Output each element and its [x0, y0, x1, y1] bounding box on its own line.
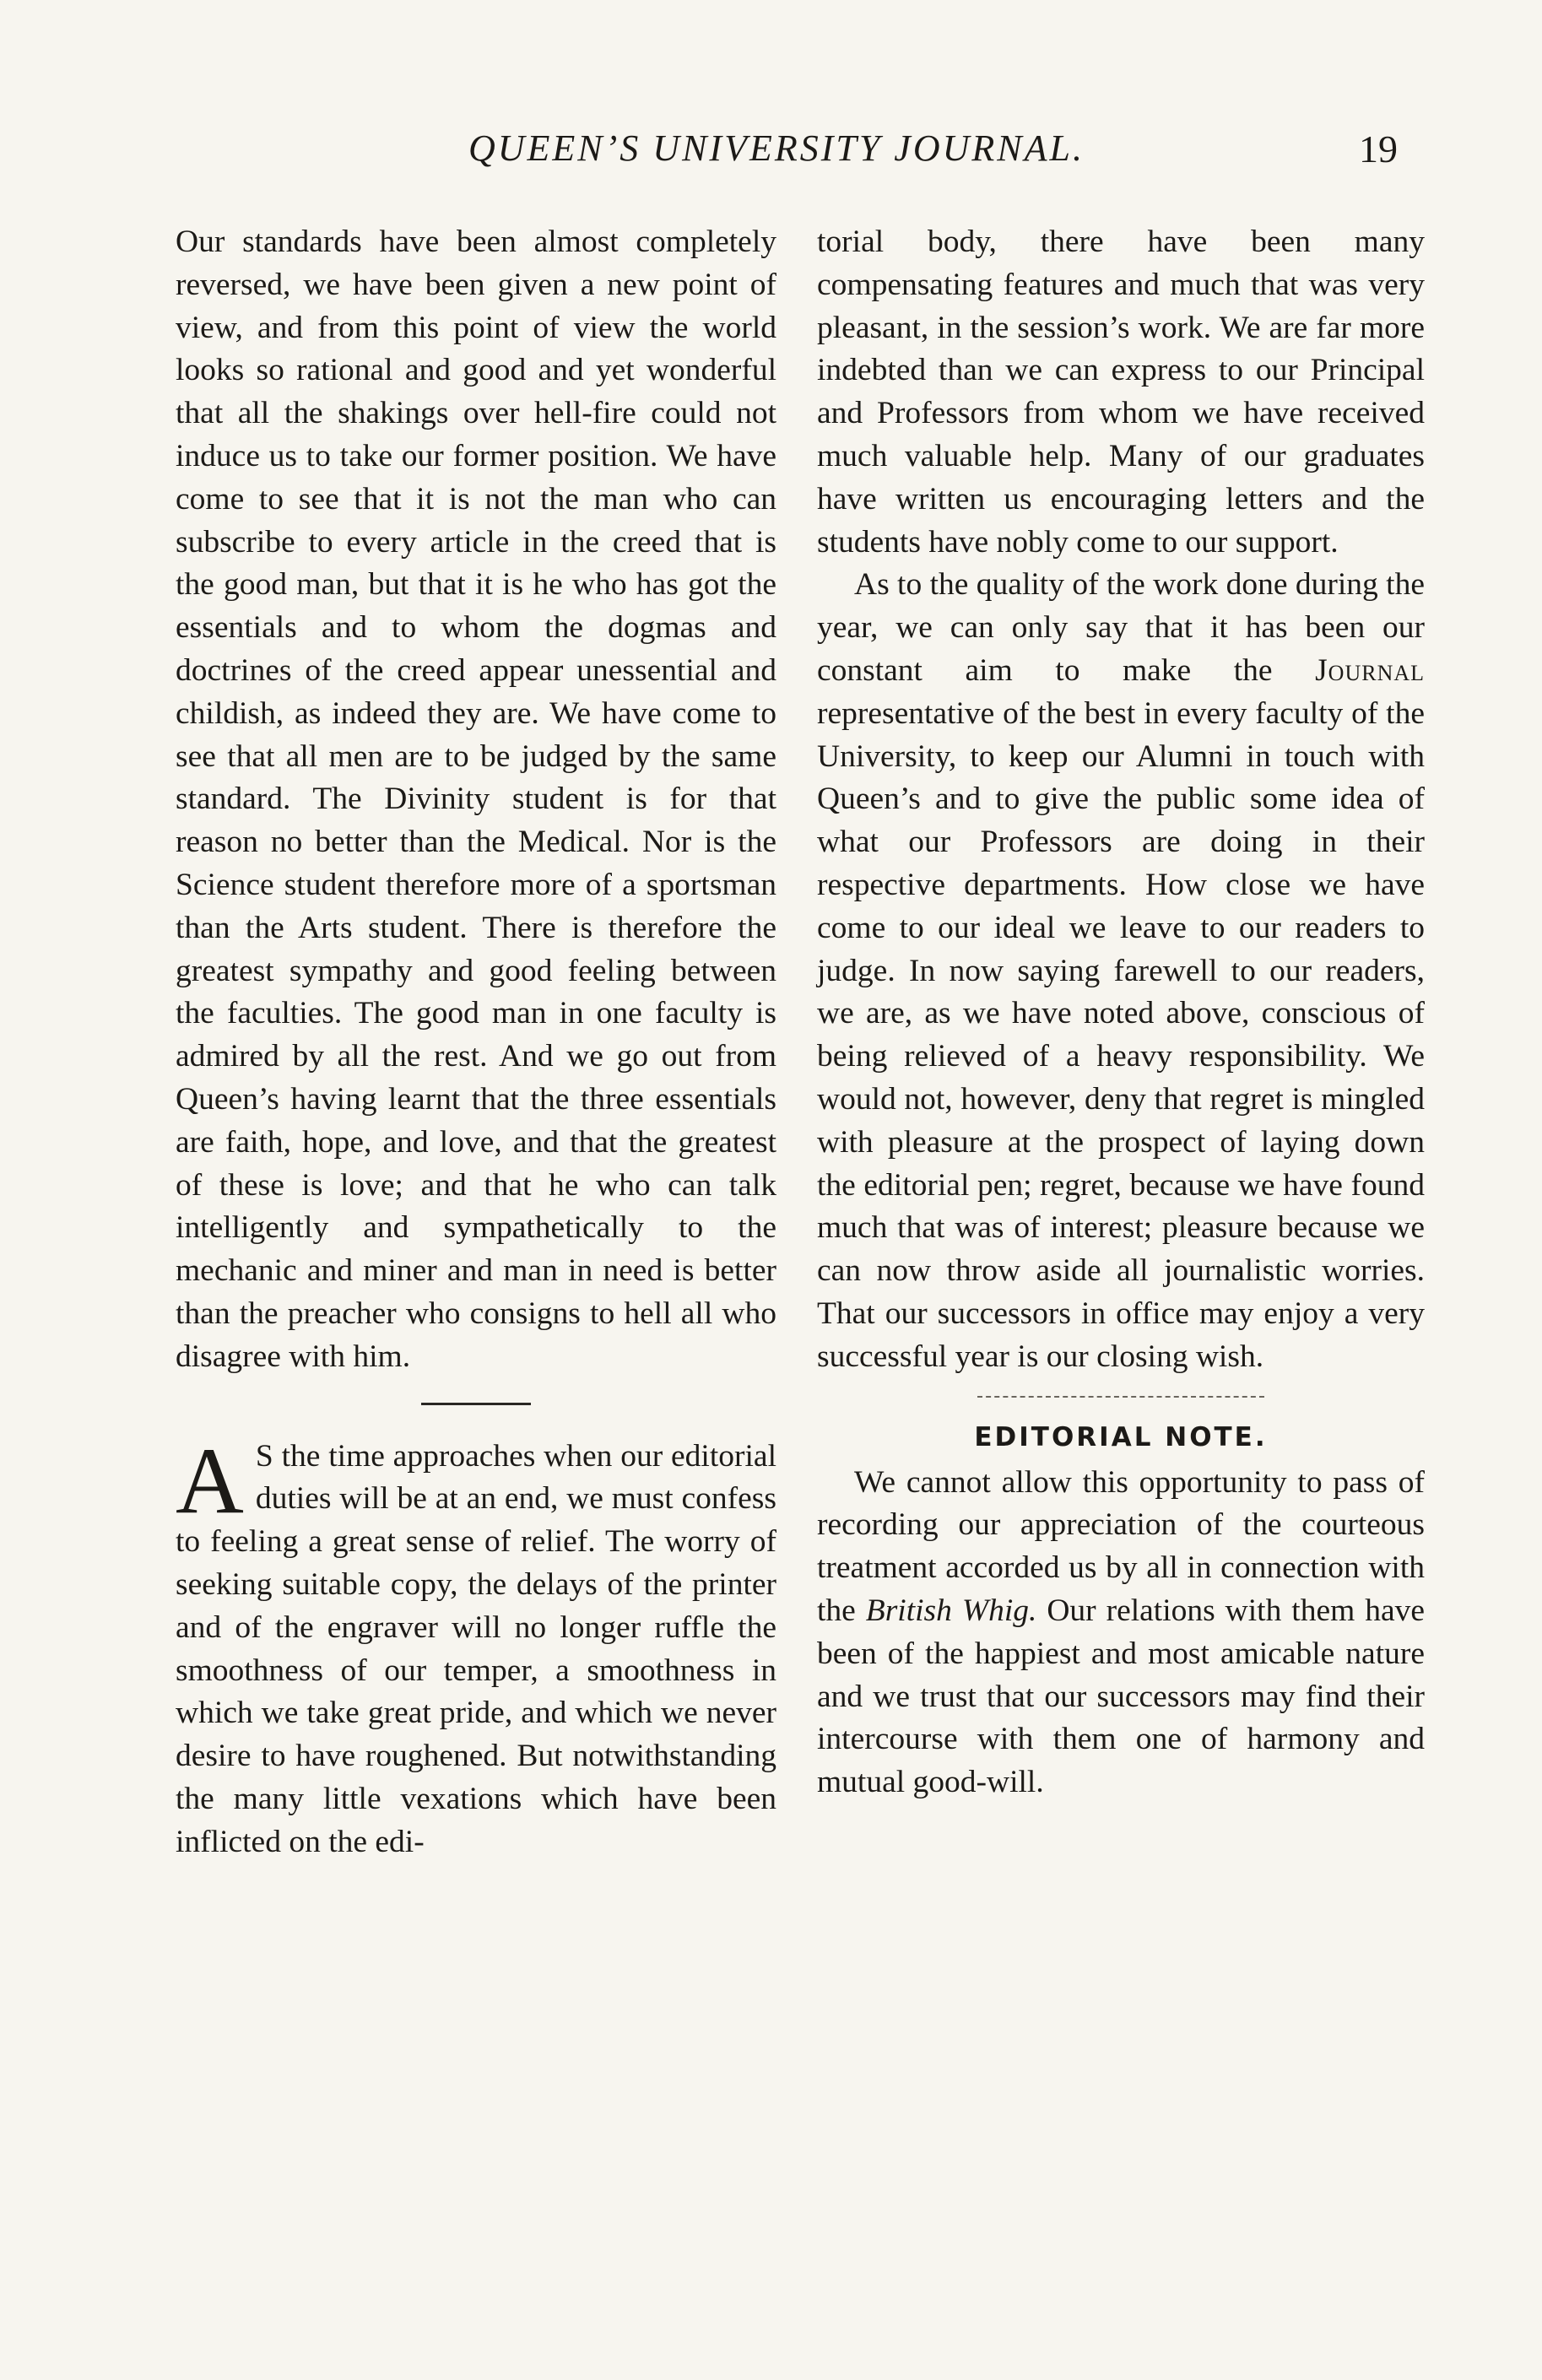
work-quality-paragraph — [817, 564, 1425, 1378]
drop-cap-letter: A — [176, 1428, 244, 1533]
editorial-note-heading: EDITORIAL NOTE. — [974, 1421, 1268, 1452]
farewell-paragraph-start — [176, 1428, 776, 1864]
left-column — [176, 221, 776, 1863]
editorial-note-text-start: We cannot allow this opportunity to pass of recording our appreciation of the courteous treatment accorded us by all in connection with the — [817, 1464, 1425, 1628]
editorial-note-paragraph — [817, 1462, 1425, 1804]
farewell-paragraph-continued: torial body, there have been many compensating features and much that was very pleasant, in the session’s work. We are far more indebted than we can express to our Principal and Professors from whom we have received much valuable help. Many of our graduates have written us encouraging letters and the students have nobly come to our support. — [817, 224, 1425, 560]
right-column — [817, 221, 1425, 1804]
journal-title: QUEEN’S UNIVERSITY JOURNAL. — [468, 127, 1085, 169]
farewell-paragraph-text: S the time approaches when our editorial duties will be at an end, we must confess to feeling a great sense of relief. The worry of seeking suitable copy, the delays of the printer and of the engraver will no longer ruffle the smoothness of our temper, a smoothness in which we take great pride, and which we never desire to have roughened. But notwithstanding the many little vexations which have been inflicted on the edi- — [176, 1438, 776, 1859]
closing-reflection-paragraph: Our standards have been almost completely reversed, we have been given a new point of view, and from this point of view the world looks so rational and good and yet wonderful that all the shakings over hell-fire could not induce us to take our former position. We have come to see that it is not the man who can subscribe to every article in the creed that is the good man, but that it is he who has got the essentials and to whom the dogmas and doctrines of the creed appear unessential and childish, as indeed they are. We have come to see that all men are to be judged by the same standard. The Divinity student is for that reason no better than the Medical. Nor is the Science student therefore more of a sportsman than the Arts student. There is therefore the greatest sympathy and good feeling between the faculties. The good man in one faculty is admired by all the rest. And we go out from Queen’s having learnt that the three essentials are faith, hope, and love, and that the greatest of these is love; and that he who can talk intelligently and sympathetically to the mechanic and miner and man in need is better than the preacher who consigns to hell all who disagree with him. — [176, 224, 776, 1374]
newspaper-name: British Whig. — [865, 1593, 1037, 1628]
journal-name: Journal — [1315, 652, 1426, 688]
running-head — [0, 127, 1542, 177]
work-quality-text-start: As to the quality of the work done during the year, we can only say that it has been our constant aim to make the — [817, 567, 1425, 688]
section-divider — [421, 1403, 531, 1405]
dashed-divider — [977, 1396, 1264, 1398]
editorial-note-text-end: Our relations with them have been of the happiest and most amicable nature and we trust that our successors may find their intercourse with them one of harmony and mutual good-will. — [817, 1593, 1426, 1800]
page-number: 19 — [1359, 127, 1398, 170]
work-quality-text-end: representative of the best in every faculty of the University, to keep our Alumni in touch with Queen’s and to give the public some idea of what our Professors are doing in their respective departments. How close we have come to our ideal we leave to our readers to judge. In now saying farewell to our readers, we are, as we have noted above, conscious of being relieved of a heavy responsibility. We would not, however, deny that regret is mingled with pleasure at the prospect of laying down the editorial pen; regret, because we have found much that was of interest; pleasure because we can now throw aside all journalistic worries. That our successors in office may enjoy a very successful year is our closing wish. — [817, 695, 1425, 1374]
